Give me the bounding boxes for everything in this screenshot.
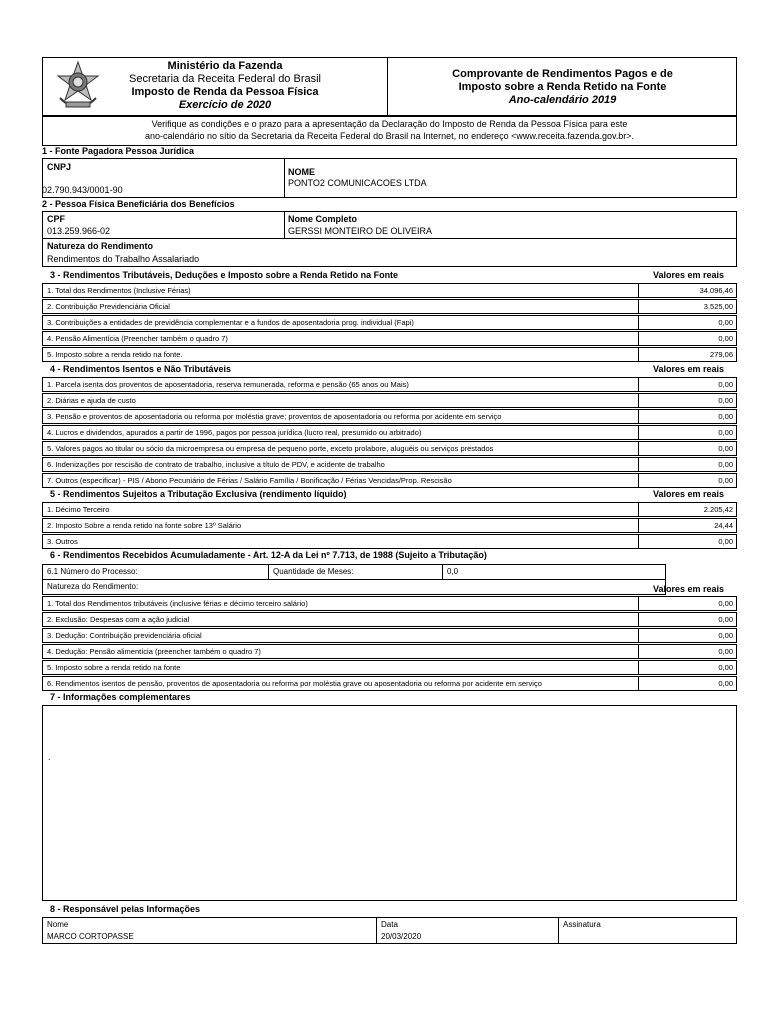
row-label: 5. Valores pagos ao titular ou sócio da microempresa ou empresa de pequeno porte, exceto prolabore, aluguéis ou serviços prestados	[47, 444, 494, 453]
cnpj-value: 02.790.943/0001-90	[42, 185, 123, 195]
row-value: 24,44	[638, 519, 736, 532]
beneficiary-name-value: GERSSI MONTEIRO DE OLIVEIRA	[288, 226, 433, 236]
row-value: 0,00	[638, 535, 736, 548]
signature-label: Assinatura	[563, 920, 601, 929]
row-label: 2. Contribuição Previdenciária Oficial	[47, 302, 170, 311]
row-value: 0,00	[638, 426, 736, 439]
months-label: Quantidade de Meses:	[273, 567, 354, 576]
section-5-values-header: Valores em reais	[652, 489, 724, 499]
section-5-title: 5 - Rendimentos Sujeitos a Tributação Exclusiva (rendimento líquido)	[50, 489, 347, 499]
document-title-line1: Comprovante de Rendimentos Pagos e de	[452, 68, 673, 80]
table-row	[42, 644, 737, 659]
row-label: 1. Total dos Rendimentos tributáveis (inclusive férias e décimo terceiro salário)	[47, 599, 308, 608]
table-row	[42, 299, 737, 314]
row-value: 0,00	[638, 597, 736, 610]
row-value: 2.205,42	[638, 503, 736, 516]
section-1-divider	[284, 158, 285, 198]
section-8-title: 8 - Responsável pelas Informações	[50, 904, 201, 914]
table-row	[42, 534, 737, 549]
row-label: 4. Pensão Alimentícia (Preencher também o quadro 7)	[47, 334, 228, 343]
row-value: 3.525,00	[638, 300, 736, 313]
section-6-title: 6 - Rendimentos Recebidos Acumuladamente - Art. 12-A da Lei nº 7.713, de 1988 (Sujeito a Tributação)	[50, 550, 487, 560]
section-3-values-header: Valores em reais	[652, 270, 724, 280]
responsible-divider-1	[376, 917, 377, 944]
row-label: 6. Indenizações por rescisão de contrato de trabalho, inclusive a título de PDV, e acidente de trabalho	[47, 460, 385, 469]
process-divider-1	[268, 564, 269, 580]
row-value: 0,00	[638, 474, 736, 487]
table-row	[42, 676, 737, 691]
responsible-name-label: Nome	[47, 920, 69, 929]
table-row	[42, 347, 737, 362]
row-label: 4. Lucros e dividendos, apurados a partir de 1996, pagos por pessoa jurídica (lucro real, presumido ou arbitrado)	[47, 428, 422, 437]
row-value: 0,00	[638, 661, 736, 674]
table-row	[42, 473, 737, 488]
row-value: 34.096,46	[638, 284, 736, 297]
row-label: 5. Imposto sobre a renda retido na fonte	[47, 663, 181, 672]
cnpj-label: CNPJ	[47, 162, 72, 172]
section-6-values-header: Valores em reais	[652, 584, 724, 594]
section-1-title: 1 - Fonte Pagadora Pessoa Jurídica	[42, 146, 195, 156]
complementary-info-content: .	[48, 752, 51, 762]
ministry-title: Ministério da Fazenda	[167, 60, 283, 72]
row-label: 2. Exclusão: Despesas com a ação judicial	[47, 615, 190, 624]
months-value: 0,0	[447, 567, 459, 576]
table-row	[42, 393, 737, 408]
row-value: 0,00	[638, 629, 736, 642]
table-row	[42, 660, 737, 675]
responsible-divider-2	[558, 917, 559, 944]
row-label: 2. Diárias e ajuda de custo	[47, 396, 136, 405]
section-7-title: 7 - Informações complementares	[50, 692, 191, 702]
row-value: 0,00	[638, 677, 736, 690]
row-label: 1. Décimo Terceiro	[47, 505, 110, 514]
row-label: 1. Parcela isenta dos proventos de aposentadoria, reserva remunerada, reforma e pensão (65 anos ou Mais)	[47, 380, 409, 389]
row-value: 0,00	[638, 458, 736, 471]
table-row	[42, 457, 737, 472]
exercise-year: Exercício de 2020	[178, 99, 272, 111]
table-row	[42, 331, 737, 346]
table-row	[42, 518, 737, 533]
row-value: 0,00	[638, 316, 736, 329]
nature-label: Natureza do Rendimento	[47, 241, 154, 251]
row-value: 0,00	[638, 378, 736, 391]
table-row	[42, 628, 737, 643]
s6-nature-label: Natureza do Rendimento:	[47, 582, 139, 591]
section-4-title: 4 - Rendimentos Isentos e Não Tributáveis	[50, 364, 232, 374]
row-value: 0,00	[638, 645, 736, 658]
section-4-values-header: Valores em reais	[652, 364, 724, 374]
table-row	[42, 502, 737, 517]
row-label: 3. Contribuições a entidades de previdência complementar e a fundos de aposentadoria prog. individual (Fapi)	[47, 318, 414, 327]
document-title-line2: Imposto sobre a Renda Retido na Fonte	[458, 81, 667, 93]
row-value: 0,00	[638, 410, 736, 423]
notice-line2: ano-calendário no sítio da Secretaria da Receita Federal do Brasil na Internet, no endereço <www.receita.fazenda.gov.br>.	[144, 131, 635, 141]
responsible-name-value: MARCO CORTOPASSE	[47, 932, 134, 941]
table-row	[42, 283, 737, 298]
cpf-value: 013.259.966-02	[47, 226, 111, 236]
table-row	[42, 315, 737, 330]
row-label: 6. Rendimentos isentos de pensão, proventos de aposentadoria ou reforma por moléstia grave ou aposentadoria ou reforma por acidente em serviço	[47, 679, 542, 688]
row-value: 279,06	[638, 348, 736, 361]
calendar-year: Ano-calendário 2019	[508, 94, 617, 106]
section-2-title: 2 - Pessoa Física Beneficiária dos Benefícios	[42, 199, 235, 209]
row-label: 2. Imposto Sobre a renda retido na fonte sobre 13º Salário	[47, 521, 242, 530]
row-label: 1. Total dos Rendimentos (Inclusive Férias)	[47, 286, 191, 295]
secretariat-name: Secretaria da Receita Federal do Brasil	[129, 73, 321, 85]
tax-name: Imposto de Renda da Pessoa Física	[131, 86, 319, 98]
table-row	[42, 596, 737, 611]
row-label: 4. Dedução: Pensão alimentícia (preencher também o quadro 7)	[47, 647, 261, 656]
section-3-title: 3 - Rendimentos Tributáveis, Deduções e Imposto sobre a Renda Retido na Fonte	[50, 270, 399, 280]
table-row	[42, 612, 737, 627]
row-value: 0,00	[638, 332, 736, 345]
row-label: 3. Dedução: Contribuição previdenciária oficial	[47, 631, 202, 640]
row-label: 5. Imposto sobre a renda retido na fonte.	[47, 350, 183, 359]
row-value: 0,00	[638, 613, 736, 626]
row-value: 0,00	[638, 394, 736, 407]
row-label: 7. Outros (especificar) - PIS / Abono Pecuniário de Férias / Salário Família / Bonificação / Férias Vencidas/Prop. Rescisão	[47, 476, 452, 485]
date-value: 20/03/2020	[381, 932, 422, 941]
beneficiary-name-label: Nome Completo	[288, 214, 358, 224]
payer-name-value: PONTO2 COMUNICACOES LTDA	[288, 178, 427, 188]
nature-value: Rendimentos do Trabalho Assalariado	[47, 254, 200, 264]
process-number-label: 6.1 Número do Processo:	[47, 567, 138, 576]
table-row	[42, 377, 737, 392]
date-label: Data	[381, 920, 398, 929]
table-row	[42, 409, 737, 424]
payer-name-label: NOME	[288, 167, 315, 177]
row-label: 3. Pensão e proventos de aposentadoria ou reforma por moléstia grave; proventos de aposentadoria ou reforma por acidente em serviço	[47, 412, 502, 421]
process-divider-2	[442, 564, 443, 580]
notice-line1: Verifique as condições e o prazo para a apresentação da Declaração do Imposto de Renda da Pessoa Física para este	[151, 119, 628, 129]
table-row	[42, 441, 737, 456]
table-row	[42, 425, 737, 440]
row-label: 3. Outros	[47, 537, 78, 546]
coat-of-arms-icon	[52, 60, 104, 110]
section-2-divider	[284, 211, 285, 239]
cpf-label: CPF	[47, 214, 65, 224]
row-value: 0,00	[638, 442, 736, 455]
complementary-info-box	[42, 705, 737, 901]
